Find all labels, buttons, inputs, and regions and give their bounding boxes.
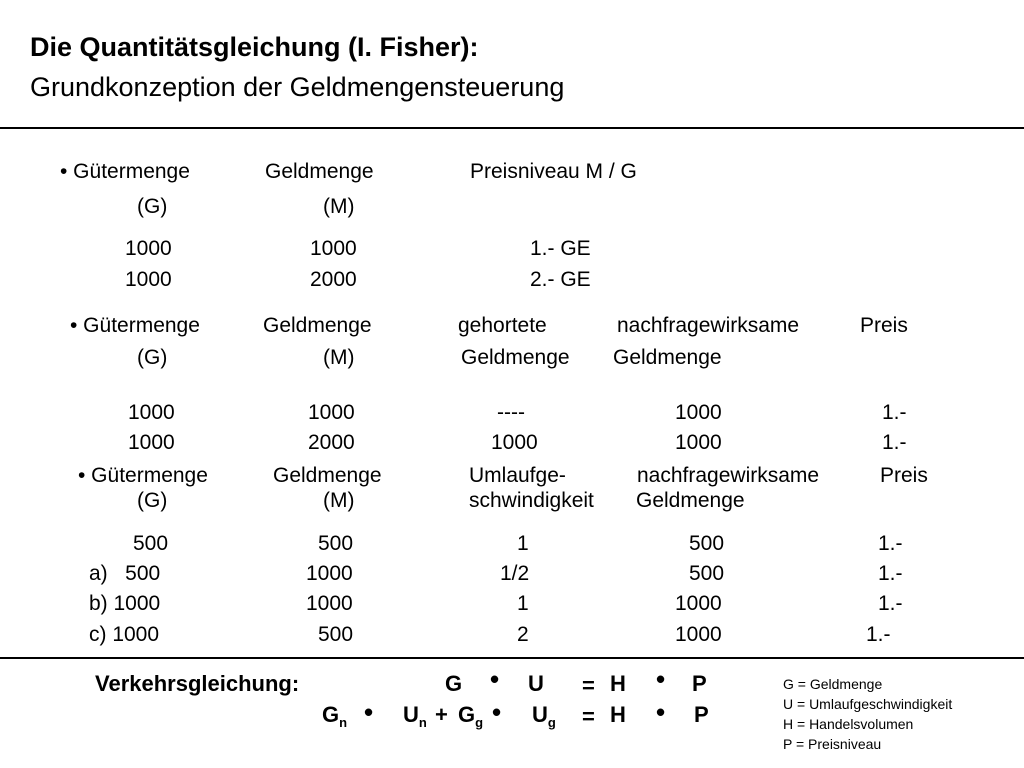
s1-header-money: Geldmenge — [265, 160, 374, 183]
legend-item-h: H = Handelsvolumen — [783, 716, 914, 732]
eq1-u: U — [528, 671, 544, 696]
s2-row1-money: 1000 — [308, 401, 355, 424]
s3-row2-demand: 500 — [689, 562, 725, 585]
eq2-p: P — [694, 702, 709, 727]
s1-row2-price: 2.- GE — [530, 268, 591, 291]
s2-header-demand: nachfragewirksame — [617, 314, 800, 337]
s2-row2-goods: 1000 — [128, 431, 175, 454]
s3-row4-price: 1.- — [866, 623, 891, 646]
s3-header-money: Geldmenge — [273, 464, 382, 487]
bottom-divider — [0, 657, 1024, 659]
eq2-plus: + — [435, 702, 448, 727]
s2-row1-price: 1.- — [882, 401, 907, 424]
eq1-p: P — [692, 671, 707, 696]
s1-row2-goods: 1000 — [125, 268, 172, 291]
s2-sub-g: (G) — [137, 346, 168, 369]
s2-row2-hoarded: 1000 — [491, 431, 538, 454]
s1-sub-g: (G) — [137, 195, 168, 218]
s3-row3-demand: 1000 — [675, 592, 722, 615]
s2-header-money: Geldmenge — [263, 314, 372, 337]
s3-row3-goods: b) 1000 — [89, 592, 161, 615]
s2-header-goods: • Gütermenge — [70, 314, 200, 337]
legend-item-u: U = Umlaufgeschwindigkeit — [783, 696, 953, 712]
s2-row2-demand: 1000 — [675, 431, 722, 454]
s3-row2-money: 1000 — [306, 562, 353, 585]
eq2-dot3: • — [656, 697, 666, 727]
s3-row4-goods: c) 1000 — [89, 623, 160, 646]
s3-row2-velocity: 1/2 — [500, 562, 530, 585]
s2-row2-money: 2000 — [308, 431, 355, 454]
eq1-eq: = — [582, 673, 595, 698]
s3-sub-m: (M) — [323, 489, 355, 512]
s3-row1-money: 500 — [318, 532, 354, 555]
s3-row4-demand: 1000 — [675, 623, 722, 646]
s3-row2-price: 1.- — [878, 562, 903, 585]
eq2-h: H — [610, 702, 626, 727]
s2-sub-m: (M) — [323, 346, 355, 369]
eq2-gg: $G_g$ — [458, 702, 484, 730]
eq1-h: H — [610, 671, 626, 696]
s2-sub-demand: Geldmenge — [613, 346, 722, 369]
eq2-gn: $G_n$ — [322, 702, 348, 730]
s3-row1-demand: 500 — [689, 532, 725, 555]
s2-row2-price: 1.- — [882, 431, 907, 454]
s1-sub-m: (M) — [323, 195, 355, 218]
s2-header-hoarded: gehortete — [458, 314, 547, 337]
s1-row2-money: 2000 — [310, 268, 357, 291]
top-divider — [0, 127, 1024, 129]
s2-row1-goods: 1000 — [128, 401, 175, 424]
s3-sub-demand: Geldmenge — [636, 489, 745, 512]
s2-header-price: Preis — [860, 314, 908, 337]
s1-header-price: Preisniveau M / G — [470, 160, 637, 183]
s3-sub-g: (G) — [137, 489, 168, 512]
eq1-dot2: • — [656, 664, 666, 694]
legend-item-g: G = Geldmenge — [783, 676, 883, 692]
s1-row1-price: 1.- GE — [530, 237, 591, 260]
s2-row1-demand: 1000 — [675, 401, 722, 424]
s3-header-velocity: Umlaufge- — [469, 464, 566, 487]
s1-row1-money: 1000 — [310, 237, 357, 260]
eq2-eq: = — [582, 704, 595, 729]
s3-header-price: Preis — [880, 464, 928, 487]
page-subtitle: Grundkonzeption der Geldmengensteuerung — [30, 72, 565, 102]
s3-header-goods: • Gütermenge — [78, 464, 208, 487]
s3-row3-money: 1000 — [306, 592, 353, 615]
s3-header-demand: nachfragewirksame — [637, 464, 820, 487]
equation-label: Verkehrsgleichung: — [95, 671, 300, 696]
s3-row3-velocity: 1 — [517, 592, 529, 615]
s3-sub-velocity: schwindigkeit — [469, 489, 594, 512]
eq2-dot2: • — [492, 697, 502, 727]
s3-row1-velocity: 1 — [517, 532, 529, 555]
page-title: Die Quantitätsgleichung (I. Fisher): — [30, 32, 479, 62]
s2-row1-hoarded: ---- — [497, 401, 525, 424]
s3-row1-price: 1.- — [878, 532, 903, 555]
s3-row2-goods: a) 500 — [89, 562, 161, 585]
s3-row3-price: 1.- — [878, 592, 903, 615]
s3-row1-goods: 500 — [133, 532, 169, 555]
eq2-ug: $U_g$ — [532, 702, 556, 730]
s1-row1-goods: 1000 — [125, 237, 172, 260]
eq1-dot1: • — [490, 664, 500, 694]
legend-item-p: P = Preisniveau — [783, 736, 882, 752]
eq2-dot1: • — [364, 697, 374, 727]
s3-row4-money: 500 — [318, 623, 354, 646]
eq2-un: $U_n$ — [403, 702, 427, 730]
s1-header-goods: • Gütermenge — [60, 160, 190, 183]
s2-sub-hoarded: Geldmenge — [461, 346, 570, 369]
eq1-g: G — [445, 671, 463, 696]
s3-row4-velocity: 2 — [517, 623, 529, 646]
